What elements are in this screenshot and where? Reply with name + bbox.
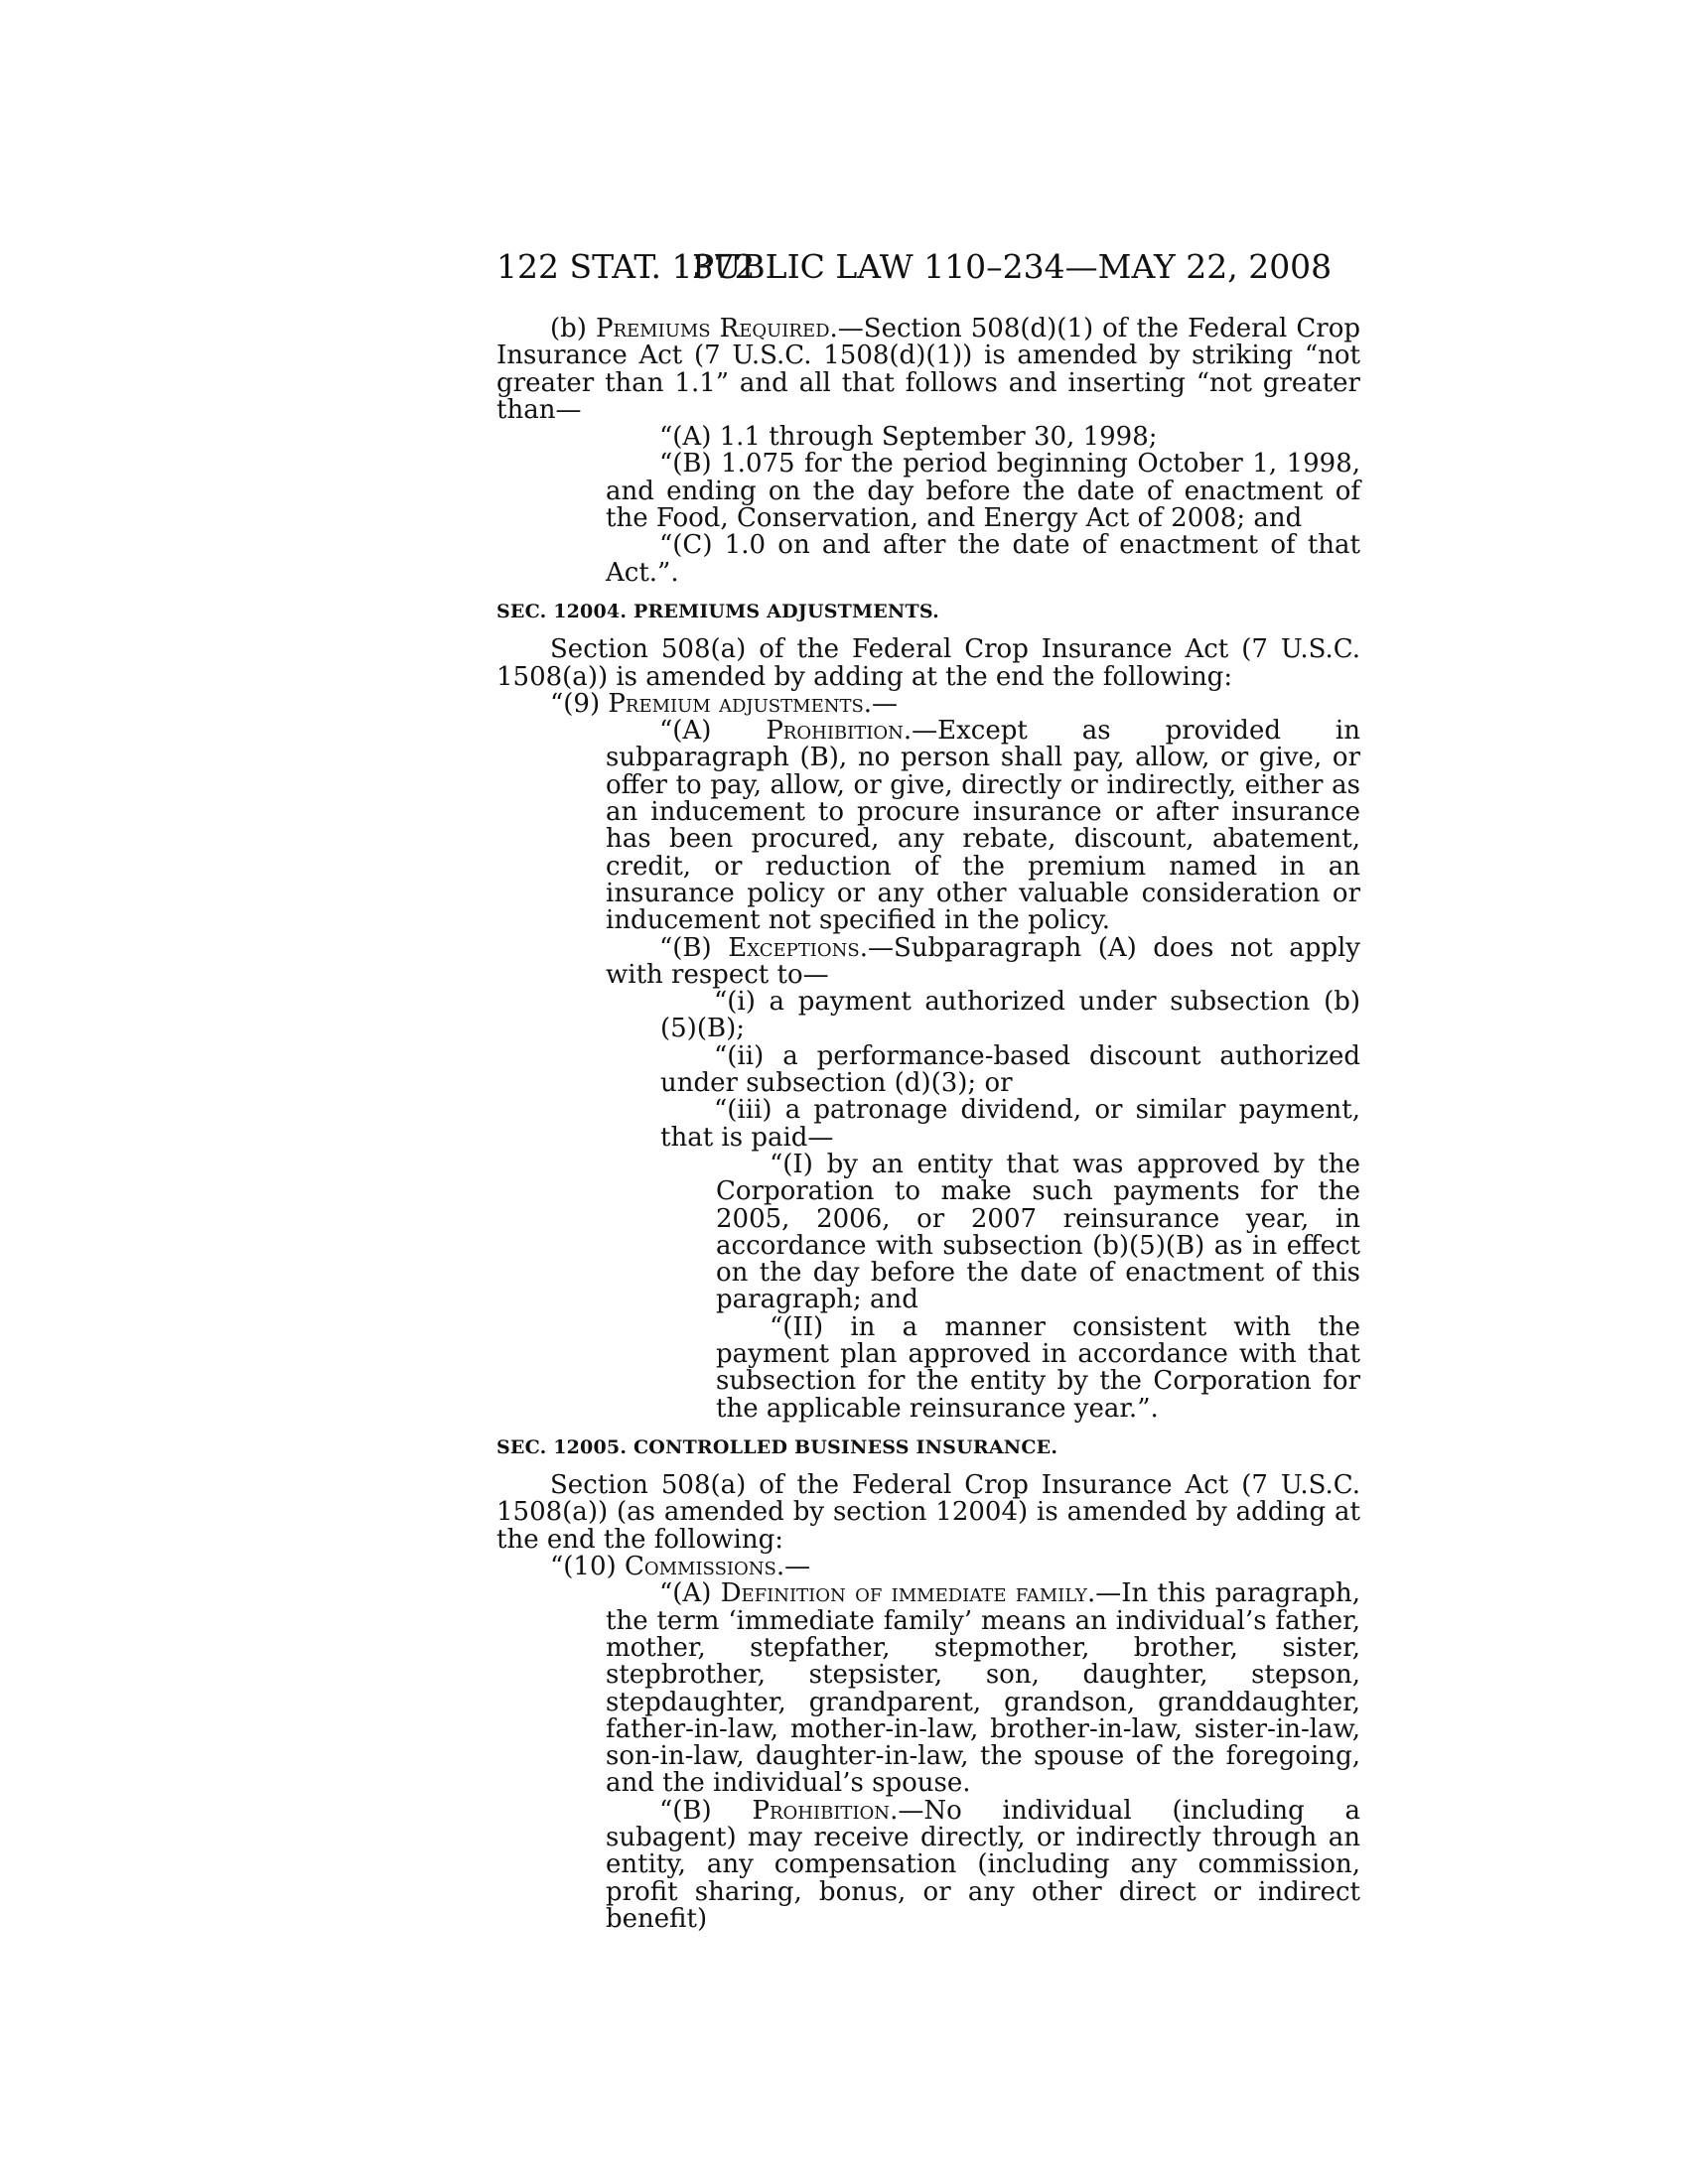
paragraph-9: “(9) Premium adjustments.—: [550, 688, 899, 719]
paragraph-9-heading: Premium adjustments: [608, 688, 864, 719]
page-content: [496, 316, 1360, 1933]
paragraph-9-A: “(A) Prohibition.—Except as provided in subparagraph (B), no person shall pay, allow, or give, or offer to pay, allow, or give, directly or indirectly, either as an inducement to procure insurance or after insurance has been procured, any rebate, discount, abatement, credit, or reduction of the premium named in an insurance policy or any other valuable consideration or inducement not specified in the policy.: [606, 716, 1360, 936]
statute-page-number: 122 STAT. 1372: [496, 247, 756, 286]
clause-ii: “(ii) a performance-based discount authorized under subsection (d)(3); or: [660, 1040, 1360, 1099]
subsection-b-heading: Premiums Required: [595, 314, 830, 343]
section-12004-intro: Section 508(a) of the Federal Crop Insurance Act (7 U.S.C. 1508(a)) is amended by adding at the end the following:: [496, 634, 1360, 692]
paragraph-10-heading: Commissions: [624, 1552, 776, 1582]
subsection-b-B: “(B) 1.075 for the period beginning October 1, 1998, and ending on the day before the date of enactment of the Food, Conservation, and Energy Act of 2008; and: [606, 449, 1360, 534]
paragraph-9-B: “(B) Exceptions.—Subparagraph (A) does not apply with respect to—: [606, 932, 1361, 990]
paragraph-10-A-heading: Definition of immediate family: [720, 1578, 1087, 1609]
paragraph-10-A: “(A) Definition of immediate family.—In this paragraph, the term ‘immediate family’ means an individual’s father, mother, stepfather, stepmother, brother, sister, stepbrother, stepsister, son, daughter, stepson, stepdaughter, grandparent, grandson, granddaughter, father-in-law, mother-in-law, brother-in-law, sister-in-law, son-in-law, daughter-in-law, the spouse of the foregoing, and the individual’s spouse.: [606, 1578, 1361, 1799]
paragraph-10: “(10) Commissions.—: [550, 1552, 811, 1582]
paragraph-9-A-heading: Prohibition: [766, 716, 904, 747]
paragraph-10-B-heading: Prohibition: [752, 1795, 891, 1826]
section-12004-heading: SEC. 12004. PREMIUMS ADJUSTMENTS.: [496, 600, 939, 622]
clause-iii: “(iii) a patronage dividend, or similar payment, that is paid—: [660, 1095, 1360, 1153]
subsection-b: (b) Premiums Required.—Section 508(d)(1) of the Federal Crop Insurance Act (7 U.S.C. 1508(d)(1)) is amended by striking “not greater than 1.1” and all that follows and inserting “not greater than—: [496, 314, 1360, 425]
clause-i: “(i) a payment authorized under subsection (b)(5)(B);: [660, 987, 1360, 1044]
subsection-b-C: “(C) 1.0 on and after the date of enactment of that Act.”.: [606, 530, 1360, 588]
paragraph-10-B: “(B) Prohibition.—No individual (including a subagent) may receive directly, or indirectly through an entity, any compensation (including any commission, profit sharing, bonus, or any other direct or indirect benefit): [606, 1795, 1360, 1934]
subclause-II: “(II) in a manner consistent with the payment plan approved in accordance with that subsection for the entity by the Corporation for the applicable reinsurance year.”.: [716, 1311, 1360, 1424]
section-12005-heading: SEC. 12005. CONTROLLED BUSINESS INSURANCE.: [496, 1435, 1058, 1458]
public-law-citation: PUBLIC LAW 110–234—MAY 22, 2008: [692, 247, 1333, 286]
paragraph-9-B-heading: Exceptions: [728, 932, 860, 963]
subsection-b-A: “(A) 1.1 through September 30, 1998;: [659, 422, 1158, 453]
section-12005-intro: Section 508(a) of the Federal Crop Insurance Act (7 U.S.C. 1508(a)) (as amended by section 12004) is amended by adding at the end the following:: [496, 1470, 1360, 1555]
subclause-I: “(I) by an entity that was approved by the Corporation to make such payments for the 2005, 2006, or 2007 reinsurance year, in accordance with subsection (b)(5)(B) as in effect on the day before the date of enactment of this paragraph; and: [716, 1149, 1360, 1315]
